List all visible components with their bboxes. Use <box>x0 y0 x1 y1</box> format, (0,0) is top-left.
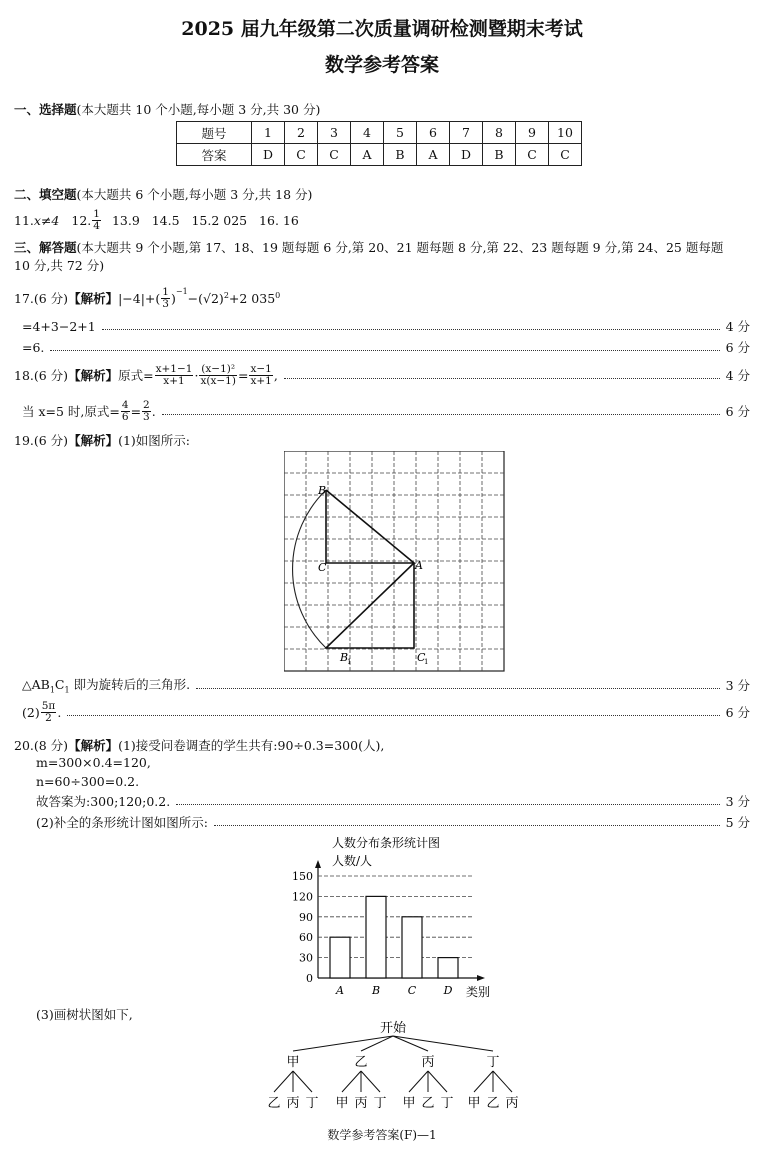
q19-lead: (1)如图所示: <box>118 433 190 448</box>
section-2-header <box>14 185 312 203</box>
q18-op: = <box>237 367 249 383</box>
q20-step-2 <box>36 813 750 831</box>
q18-fraction <box>121 400 130 423</box>
fill-in-answers <box>14 207 299 233</box>
q18-op: = <box>130 403 142 419</box>
score: 3 分 <box>725 794 750 809</box>
leader-dots <box>176 804 719 805</box>
x-axis-arrow <box>477 975 485 981</box>
tree-node-level1: 丙 <box>421 1055 435 1070</box>
triangle-abc <box>326 490 414 563</box>
q18-fraction <box>199 364 237 387</box>
tree-branch <box>428 1071 447 1092</box>
score: 4 分 <box>725 368 750 383</box>
score: 4 分 <box>725 319 750 334</box>
answer-table-answer-row <box>177 144 582 166</box>
q13-16-answers: 13.9 14.5 15.2 025 16. 16 <box>111 212 299 228</box>
answer-cell: C <box>549 144 582 166</box>
frac-den: 2 <box>45 711 52 724</box>
tree-node-level2: 甲 <box>335 1096 349 1111</box>
label-c1: C <box>417 651 426 664</box>
tree-node-level2: 乙 <box>421 1096 435 1111</box>
tree-branch <box>293 1071 312 1092</box>
score: 6 分 <box>725 340 750 355</box>
page-subtitle: 数学参考答案 <box>324 54 439 76</box>
y-axis-arrow <box>315 860 321 868</box>
q20-lead: (1)接受问卷调查的学生共有:90÷0.3=300(人), <box>118 738 385 753</box>
q20-problem <box>14 736 384 754</box>
label-c: C <box>318 561 327 574</box>
frac-den: 3 <box>143 410 150 423</box>
answer-cell: D <box>252 144 285 166</box>
q19-text: C <box>54 677 65 693</box>
frac-num: (x−1)² <box>201 362 236 375</box>
number-cell: 3 <box>318 122 351 144</box>
answer-cell: C <box>318 144 351 166</box>
q19-step-1 <box>22 676 750 694</box>
q17-frac-num: 1 <box>162 285 169 298</box>
number-cell: 8 <box>483 122 516 144</box>
y-axis-label: 人数/人 <box>332 854 373 868</box>
answer-cell: C <box>285 144 318 166</box>
answer-cell: C <box>516 144 549 166</box>
tree-node-level2: 丁 <box>440 1096 454 1111</box>
number-cell: 2 <box>285 122 318 144</box>
tree-node-level2: 甲 <box>402 1096 416 1111</box>
y-tick-label: 60 <box>299 931 313 945</box>
subscript: 1 <box>64 685 70 695</box>
q17-exponent: 2 <box>223 291 229 300</box>
tree-node-level1: 甲 <box>286 1055 300 1070</box>
q19-line: (2) <box>22 704 40 720</box>
analysis-tag: 【解析】 <box>68 738 119 753</box>
q17-step-1 <box>22 317 750 335</box>
x-tick-label: D <box>443 984 453 997</box>
page-title: 2025 届九年级第二次质量调研检测暨期末考试 <box>181 18 583 40</box>
q20-line: n=60÷300=0.2. <box>36 774 140 789</box>
q18-op: , <box>273 367 278 383</box>
q19-text: 即为旋转后的三角形. <box>69 677 191 693</box>
frac-den: 6 <box>121 410 129 423</box>
x-axis-label: 类别 <box>466 985 491 999</box>
x-tick-label: C <box>407 984 417 997</box>
label-c1-sub: 1 <box>424 658 429 666</box>
tree-branch <box>342 1071 361 1092</box>
y-tick-label: 0 <box>306 972 313 985</box>
number-row-label: 题号 <box>177 122 252 144</box>
tree-node-level2: 甲 <box>467 1096 481 1111</box>
tree-node-level2: 丙 <box>505 1096 519 1111</box>
leader-dots <box>196 688 720 689</box>
q19-number: 19.(6 分) <box>14 433 69 448</box>
q17-number: 17.(6 分) <box>14 291 69 306</box>
q19-fraction <box>41 701 57 724</box>
y-tick-label: 150 <box>292 870 313 883</box>
tree-branch <box>493 1071 512 1092</box>
q17-frac-den: 3 <box>162 297 169 310</box>
answer-table-number-row <box>177 122 582 144</box>
score: 6 分 <box>725 705 750 720</box>
q18-fraction <box>142 400 151 423</box>
section-3-note-cont: 10 分,共 72 分) <box>14 258 105 273</box>
frac-den: x(x−1) <box>200 374 236 387</box>
page-footer: 数学参考答案(F)—1 <box>327 1128 437 1142</box>
analysis-tag: 【解析】 <box>68 291 119 306</box>
tree-branch <box>361 1071 380 1092</box>
answer-cell: A <box>417 144 450 166</box>
y-tick-label: 90 <box>299 910 313 924</box>
section-1-header <box>14 100 320 118</box>
tree-node-level2: 丁 <box>373 1096 387 1111</box>
q20-number: 20.(8 分) <box>14 738 69 753</box>
section-2-heading: 二、填空题 <box>14 187 77 202</box>
answer-cell: A <box>351 144 384 166</box>
number-cell: 5 <box>384 122 417 144</box>
section-2-note: (本大题共 6 个小题,每小题 3 分,共 18 分) <box>76 187 313 202</box>
q17-step-2 <box>22 338 750 356</box>
label-b: B <box>318 484 327 497</box>
bar-a <box>330 937 350 978</box>
tree-branch <box>409 1071 428 1092</box>
section-1-note: (本大题共 10 个小题,每小题 3 分,共 30 分) <box>76 102 321 117</box>
q18-step-2 <box>22 396 750 426</box>
label-b1: B <box>340 651 349 664</box>
frac-num: 4 <box>121 398 129 411</box>
leader-dots <box>67 715 719 716</box>
analysis-tag: 【解析】 <box>68 433 119 448</box>
tree-node-level2: 乙 <box>486 1096 500 1111</box>
answer-cell: D <box>450 144 483 166</box>
leader-dots <box>214 825 720 826</box>
frac-num: 2 <box>143 398 150 411</box>
answer-table <box>176 121 582 166</box>
q18-fraction <box>155 364 194 387</box>
section-1-heading: 一、选择题 <box>14 102 77 117</box>
q17-expr-part: −(√2) <box>187 290 224 306</box>
q18-number: 18.(6 分) <box>14 368 69 383</box>
tree-branch <box>393 1036 493 1051</box>
x-tick-label: B <box>371 984 381 997</box>
q17-problem <box>14 283 280 313</box>
q17-line: =4+3−2+1 <box>22 318 96 334</box>
bar-d <box>438 958 458 978</box>
bar-c <box>402 917 422 978</box>
y-tick-label: 120 <box>292 890 313 904</box>
chart-title: 人数分布条形统计图 <box>332 836 441 850</box>
rotation-grid-figure <box>284 451 506 675</box>
q18-step-1 <box>14 359 750 391</box>
number-cell: 10 <box>549 122 582 144</box>
tree-branch <box>474 1071 493 1092</box>
q20-line: (2)补全的条形统计图如图所示: <box>36 815 208 830</box>
q20-step-1 <box>36 792 750 810</box>
section-3-heading: 三、解答题 <box>14 240 77 255</box>
tree-node-level2: 丙 <box>286 1096 300 1111</box>
q18-lead: 原式= <box>118 368 154 383</box>
q17-exponent: 0 <box>275 291 281 300</box>
bar-chart <box>280 832 510 1002</box>
tree-root: 开始 <box>379 1021 407 1036</box>
tree-diagram <box>260 1018 530 1118</box>
q17-fraction <box>161 287 170 310</box>
tree-node-level2: 丁 <box>305 1096 319 1111</box>
q12-denominator: 4 <box>93 219 100 232</box>
q20-line: 故答案为:300;120;0.2. <box>36 794 171 809</box>
x-tick-label: A <box>336 984 344 997</box>
q12-number: 12. <box>71 212 92 228</box>
q12-numerator: 1 <box>93 207 100 220</box>
subscript: 1 <box>49 685 55 695</box>
frac-num: x−1 <box>250 362 272 375</box>
score: 3 分 <box>725 678 750 693</box>
answer-row-label: 答案 <box>177 144 252 166</box>
leader-dots <box>284 378 720 379</box>
tree-branch <box>274 1071 293 1092</box>
q17-expr-part: ) <box>170 290 176 306</box>
bar-b <box>366 896 386 978</box>
answer-cell: B <box>483 144 516 166</box>
q18-op: · <box>194 367 199 383</box>
label-a: A <box>415 559 423 572</box>
q20-line: m=300×0.4=120, <box>36 755 151 770</box>
q20-line: (3)画树状图如下, <box>36 1007 133 1022</box>
frac-den: x+1 <box>250 374 272 387</box>
label-b1-sub: 1 <box>347 658 352 666</box>
q18-fraction <box>249 364 272 387</box>
tree-node-level2: 丙 <box>354 1096 368 1111</box>
leader-dots <box>162 414 720 415</box>
q17-line: =6. <box>22 339 45 355</box>
triangle-ab1c1 <box>326 563 414 648</box>
q11-number: 11. <box>14 212 34 228</box>
leader-dots <box>50 350 719 351</box>
number-cell: 1 <box>252 122 285 144</box>
leader-dots <box>102 329 720 330</box>
frac-num: 5π <box>41 699 56 712</box>
number-cell: 6 <box>417 122 450 144</box>
q19-text: △AB <box>22 677 50 693</box>
section-3-header <box>14 238 723 256</box>
q19-problem <box>14 431 190 449</box>
q17-expr-part: |−4|+( <box>118 290 161 306</box>
frac-den: x+1 <box>163 374 185 387</box>
tree-node-level1: 乙 <box>354 1055 368 1070</box>
q18-op: . <box>151 403 156 419</box>
score: 6 分 <box>725 404 750 419</box>
q17-expr-part: +2 035 <box>228 290 276 306</box>
q18-line: 当 x=5 时,原式= <box>22 404 120 419</box>
frac-num: x+1−1 <box>155 362 193 375</box>
tree-node-level1: 丁 <box>486 1055 500 1070</box>
q19-step-2: (2) $\frac{5\pi}{2}$ . 6 分 <box>22 699 750 724</box>
tree-node-level2: 乙 <box>267 1096 281 1111</box>
q12-fraction <box>92 209 101 232</box>
section-3-note: (本大题共 9 个小题,第 17、18、19 题每题 6 分,第 20、21 题每题 8 分,第 22、23 题每题 9 分,第 24、25 题每题 <box>76 240 724 255</box>
number-cell: 7 <box>450 122 483 144</box>
score: 5 分 <box>725 815 750 830</box>
number-cell: 9 <box>516 122 549 144</box>
number-cell: 4 <box>351 122 384 144</box>
analysis-tag: 【解析】 <box>68 368 119 383</box>
q11-answer: x≠4 <box>33 212 60 228</box>
q19-line <box>22 675 190 695</box>
y-tick-label: 30 <box>299 951 313 965</box>
answer-cell: B <box>384 144 417 166</box>
q17-exponent: −1 <box>175 287 188 296</box>
